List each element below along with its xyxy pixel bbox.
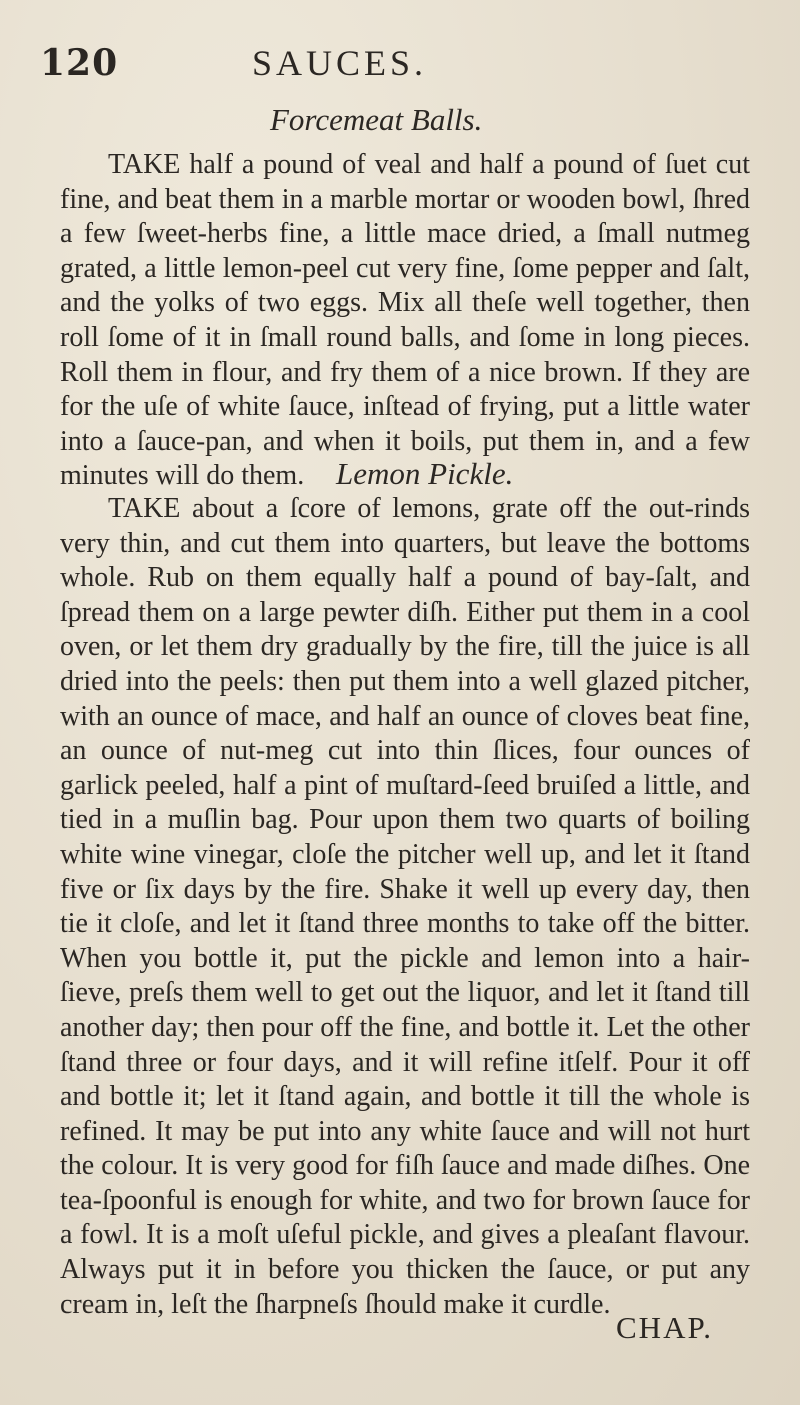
running-head: SAUCES. xyxy=(252,43,428,83)
page-number: 120 xyxy=(40,42,119,84)
recipe-body-lemon-pickle: TAKE about a ſcore of lemons, grate off the out-rinds very thin, and cut them into quarters, but leave the bottoms whole. Rub on them equally half a pound of bay-ſalt, and ſpread them on a large pewter diſh. Either put them in a cool oven, or let them dry gradually by the fire, till the juice is all dried into the peels: then put them into a well glazed pitcher, with an ounce of mace, and half an ounce of cloves beat fine, an ounce of nut-meg cut into thin ſlices, four ounces of garlick peeled, half a pint of muſtard-ſeed bruiſed a little, and tied in a muſlin bag. Pour upon them two quarts of boiling white wine vinegar, cloſe the pitcher well up, and let it ſtand five or ſix days by the fire. Shake it well up every day, then tie it cloſe, and let it ſtand three months to take off the bitter. When you bottle it, put the pickle and lemon into a hair-ſieve, preſs them well to get out the liquor, and let it ſtand till another day; then pour off the fine, and bottle it. Let the other ſtand three or four days, and it will refine itſelf. Pour it off and bottle it; let it ſtand again, and bottle it till the whole is refined. It may be put into any white ſauce and will not hurt the colour. It is very good for fiſh ſauce and made diſhes. One tea-ſpoonful is enough for white, and two for brown ſauce for a fowl. It is a moſt uſeful pickle, and gives a pleaſant flavour. Always put it in before you thicken the ſauce, or put any cream in, leſt the ſharpneſs ſhould make it curdle. xyxy=(60,493,750,1320)
recipe-title-lemon-pickle: Lemon Pickle. xyxy=(336,456,514,491)
recipe-body-forcemeat-balls: TAKE half a pound of veal and half a pound of ſuet cut fine, and beat them in a marble mortar or wooden bowl, ſhred a few ſweet-herbs fine, a little mace dried, a ſmall nutmeg grated, a little lemon-peel cut very fine, ſome pepper and ſalt, and the yolks of two eggs. Mix all theſe well together, then roll ſome of it in ſmall round balls, and ſome in long pieces. Roll them in flour, and fry them of a nice brown. If they are for the uſe of white ſauce, inſtead of frying, put a little water into a ſauce-pan, and when it boils, put them in, and a few minutes will do them. xyxy=(60,149,750,492)
recipe-title-forcemeat-balls: Forcemeat Balls. xyxy=(270,102,483,137)
catchword: CHAP. xyxy=(616,1310,714,1345)
page-header xyxy=(40,42,760,92)
